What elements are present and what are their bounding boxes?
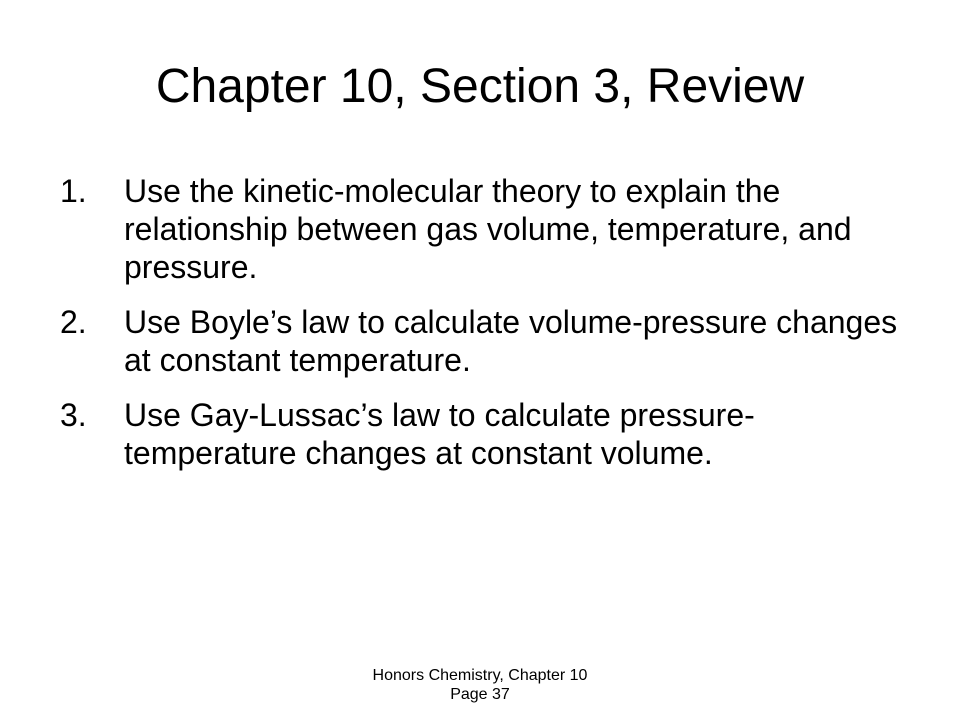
list-item	[60, 172, 920, 286]
item-text: Use the kinetic-molecular theory to explain the relationship between gas volume, temperature, and pressure.	[124, 173, 852, 285]
item-number: 1.	[60, 173, 87, 209]
item-text: Use Gay-Lussac’s law to calculate pressure-temperature changes at constant volume.	[124, 397, 755, 471]
slide-title: Chapter 10, Section 3, Review	[155, 60, 805, 113]
footer-page-number: Page 37	[450, 686, 510, 703]
objectives-list	[60, 172, 920, 489]
list-item	[60, 396, 920, 472]
list-item	[60, 303, 920, 379]
item-number: 2.	[60, 304, 87, 340]
item-number: 3.	[60, 397, 87, 433]
item-text: Use Boyle’s law to calculate volume-pressure changes at constant temperature.	[124, 304, 898, 378]
slide-footer	[330, 666, 630, 704]
footer-course: Honors Chemistry, Chapter 10	[372, 667, 588, 684]
